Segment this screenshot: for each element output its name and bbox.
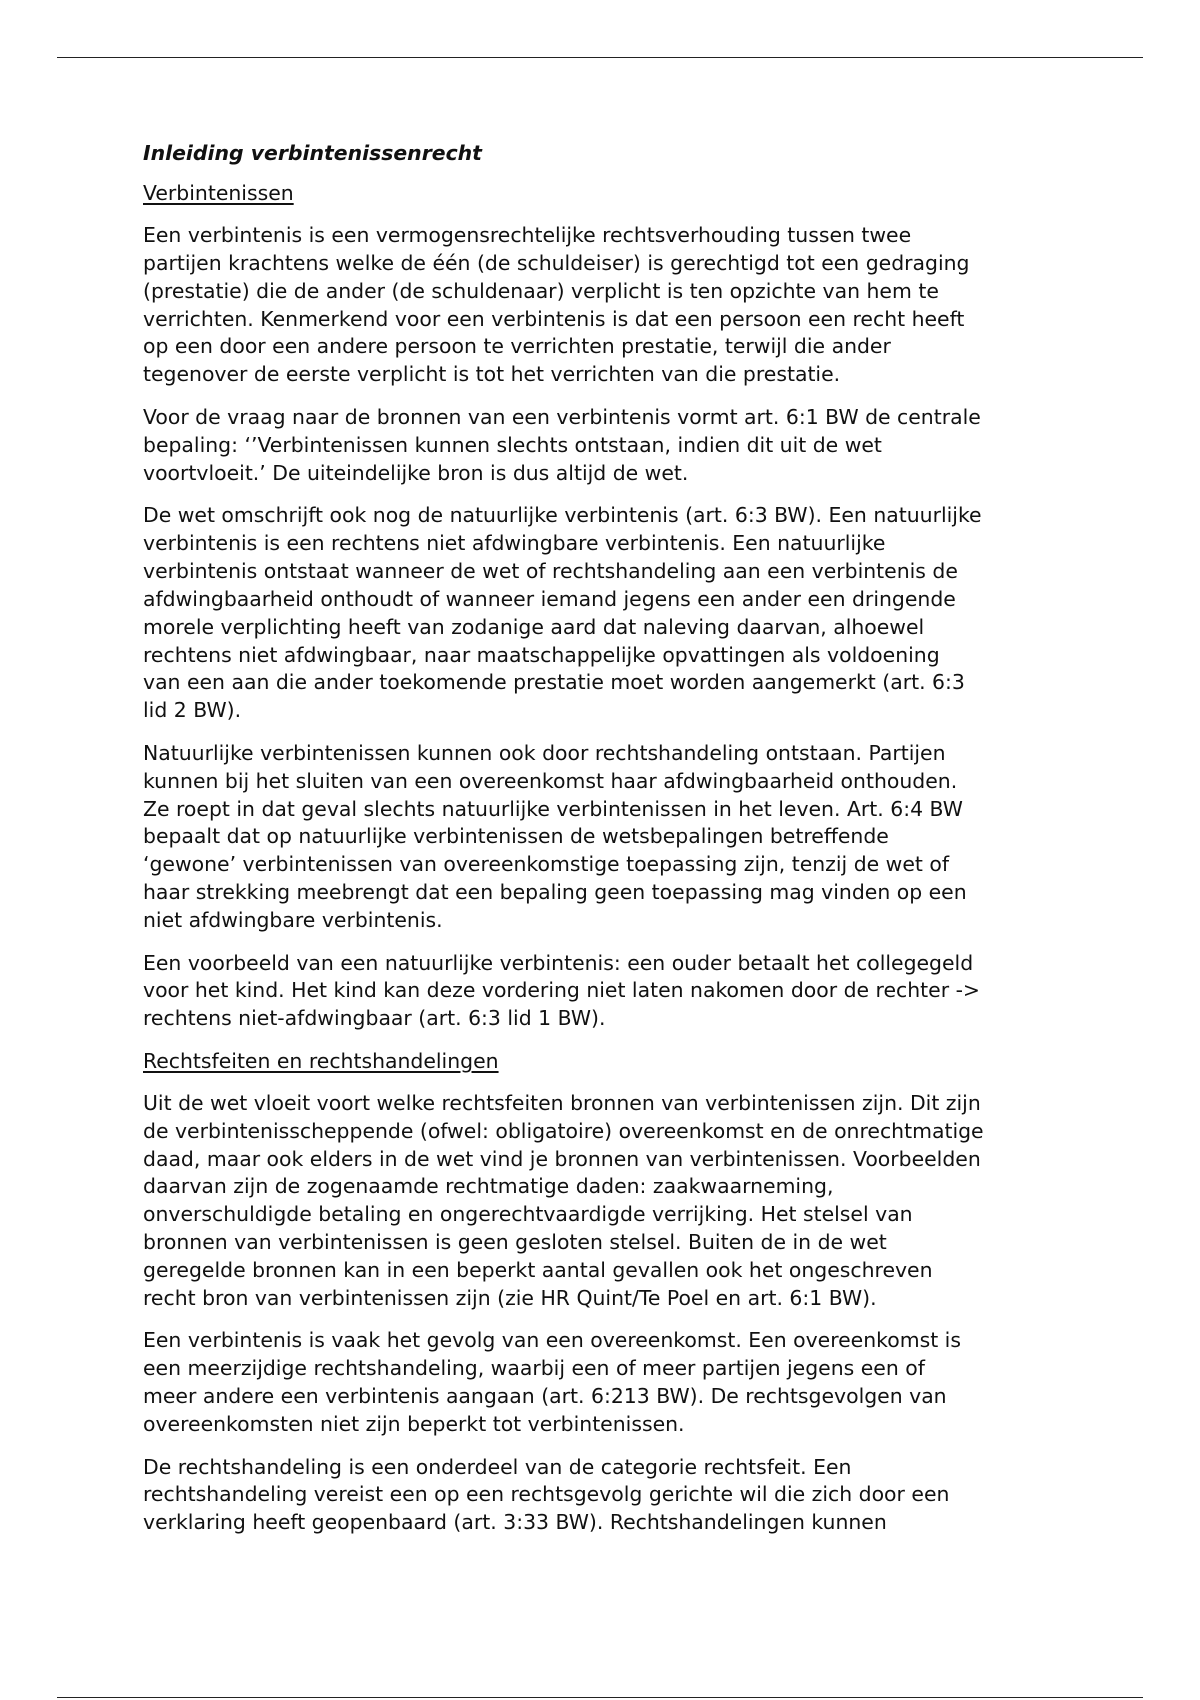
- section-heading: Rechtsfeiten en rechtshandelingen: [143, 1048, 499, 1073]
- paragraph: De wet omschrijft ook nog de natuurlijke verbintenis (art. 6:3 BW). Een natuurlijke verbintenis is een rechtens niet afdwingbare verbintenis. Een natuurlijke verbintenis ontstaat wanneer de wet of rechtshandeling aan een verbintenis de afdwingbaarheid onthoudt of wanneer iemand jegens een ander een dringende morele verplichting heeft van zodanige aard dat naleving daarvan, alhoewel rechtens niet afdwingbaar, naar maatschappelijke opvattingen als voldoening van een aan die ander toekomende prestatie moet worden aangemerkt (art. 6:3 lid 2 BW).: [143, 502, 982, 723]
- section-verbintenissen: [143, 180, 1073, 1033]
- document-title: Inleiding verbintenissenrecht: [143, 141, 482, 165]
- paragraph: De rechtshandeling is een onderdeel van de categorie rechtsfeit. Een rechtshandeling vereist een op een rechtsgevolg gerichte wil die zich door een verklaring heeft geopenbaard (art. 3:33 BW). Rechtshandelingen kunnen: [143, 1454, 950, 1535]
- section-rechtsfeiten: [143, 1048, 1073, 1538]
- paragraph: Een verbintenis is een vermogensrechtelijke rechtsverhouding tussen twee partijen krachtens welke de één (de schuldeiser) is gerechtigd tot een gedraging (prestatie) die de ander (de schuldenaar) verplicht is ten opzichte van hem te verrichten. Kenmerkend voor een verbintenis is dat een persoon een recht heeft op een door een andere persoon te verrichten prestatie, terwijl die ander tegenover de eerste verplicht is tot het verrichten van die prestatie.: [143, 222, 970, 387]
- paragraph: Een voorbeeld van een natuurlijke verbintenis: een ouder betaalt het collegegeld voor het kind. Het kind kan deze vordering niet laten nakomen door de rechter -> rechtens niet-afdwingbaar (art. 6:3 lid 1 BW).: [143, 950, 981, 1031]
- header-rule: [57, 57, 1143, 58]
- paragraph: Een verbintenis is vaak het gevolg van een overeenkomst. Een overeenkomst is een meerzijdige rechtshandeling, waarbij een of meer partijen jegens een of meer andere een verbintenis aangaan (art. 6:213 BW). De rechtsgevolgen van overeenkomsten niet zijn beperkt tot verbintenissen.: [143, 1328, 961, 1437]
- section-heading: Verbintenissen: [143, 180, 294, 205]
- paragraph: Voor de vraag naar de bronnen van een verbintenis vormt art. 6:1 BW de centrale bepaling: ‘’Verbintenissen kunnen slechts ontstaan, indien dit uit de wet voortvloeit.’ De uiteindelijke bron is dus altijd de wet.: [143, 404, 981, 485]
- paragraph: Natuurlijke verbintenissen kunnen ook door rechtshandeling ontstaan. Partijen kunnen bij het sluiten van een overeenkomst haar afdwingbaarheid onthouden. Ze roept in dat geval slechts natuurlijke verbintenissen in het leven. Art. 6:4 BW bepaalt dat op natuurlijke verbintenissen de wetsbepalingen betreffende ‘gewone’ verbintenissen van overeenkomstige toepassing zijn, tenzij de wet of haar strekking meebrengt dat een bepaling geen toepassing mag vinden op een niet afdwingbare verbintenis.: [143, 740, 967, 933]
- document-body: [143, 140, 1073, 1552]
- paragraph: Uit de wet vloeit voort welke rechtsfeiten bronnen van verbintenissen zijn. Dit zijn de verbintenisscheppende (ofwel: obligatoire) overeenkomst en de onrechtmatige daad, maar ook elders in de wet vind je bronnen van verbintenissen. Voorbeelden daarvan zijn de zogenaamde rechtmatige daden: zaakwaarneming, onverschuldigde betaling en ongerechtvaardigde verrijking. Het stelsel van bronnen van verbintenissen is geen gesloten stelsel. Buiten de in de wet geregelde bronnen kan in een beperkt aantal gevallen ook het ongeschreven recht bron van verbintenissen zijn (zie HR Quint/Te Poel en art. 6:1 BW).: [143, 1090, 984, 1311]
- footer-rule: [57, 1697, 1143, 1698]
